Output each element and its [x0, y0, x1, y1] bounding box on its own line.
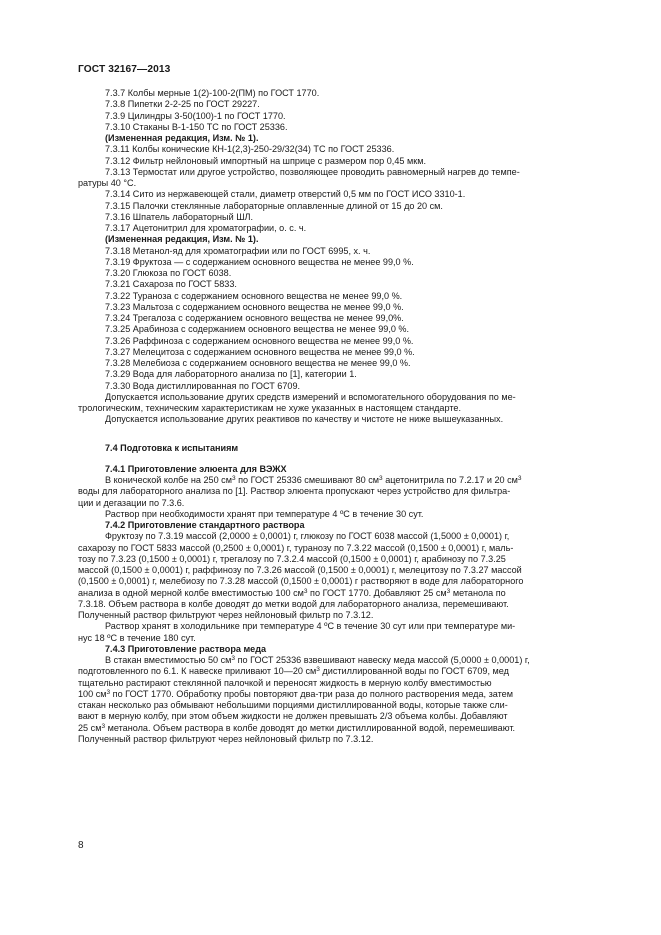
paragraph-line: 25 $см^3$ метанола. Объем раствора в колбе доводят до метки дистиллированной водой, перемешивают. — [78, 722, 516, 733]
list-item: 7.3.21 Сахароза по ГОСТ 5833. — [105, 279, 237, 290]
list-item: 7.3.13 Термостат или другое устройство, позволяющее проводить равномерный нагрев до темпе- — [105, 166, 520, 177]
list-item: 7.3.23 Мальтоза с содержанием основного вещества не менее 99,0 %. — [105, 301, 404, 312]
list-item: 7.3.24 Трегалоза с содержанием основного вещества не менее 99,0%. — [105, 313, 404, 323]
paragraph-line: анализа в одной мерной колбе вместимостью 100 $см^3$ по ГОСТ 1770. Добавляют 25 $см^3$ метанола по — [78, 587, 506, 598]
list-item: 7.3.18 Метанол-яд для хроматографии или по ГОСТ 6995, х. ч. — [105, 245, 371, 256]
paragraph-line: стакан несколько раз обмывают небольшими порциями дистиллированной воды, которые также сли- — [78, 700, 508, 710]
paragraph-line: вают в мерную колбу, при этом объем жидкости не должен превышать 2/3 объема колбы. Добавляют — [78, 711, 508, 722]
paragraph-line: 100 $см^3$ по ГОСТ 1770. Обработку пробы повторяют два-три раза до полного растворения меда, затем — [78, 688, 513, 699]
paragraph-line: Раствор хранят в холодильнике при температуре 4 ºС в течение 30 сут или при температуре ми- — [105, 621, 516, 632]
paragraph-line: В конической колбе на 250 $см^3$ по ГОСТ 25336 смешивают 80 $см^3$ ацетонитрила по 7.2.17 и 20 $см^3$ — [105, 475, 522, 485]
paragraph-line: тщательно растирают стеклянной палочкой и переносят жидкость в мерную колбу вместимостью — [78, 677, 492, 688]
paragraph-line: В стакан вместимостью 50 $см^3$ по ГОСТ 25336 взвешивают навеску меда массой (5,0000 ± 0,0001) г, — [105, 655, 530, 665]
paragraph-line: Полученный раствор фильтруют через нейлоновый фильтр по 7.3.12. — [78, 610, 374, 620]
list-item: 7.3.17 Ацетонитрил для хроматографии, о. с. ч. — [105, 223, 307, 233]
list-item: 7.3.30 Вода дистиллированная по ГОСТ 6709. — [105, 380, 301, 391]
paragraph-line: Раствор при необходимости хранят при температуре 4 ºС в течение 30 сут. — [105, 508, 424, 519]
document-header: ГОСТ 32167—2013 — [78, 64, 171, 75]
list-item-continuation: ратуры 40 °С. — [78, 178, 137, 188]
list-item: 7.3.27 Мелецитоза с содержанием основного вещества не менее 99,0 %. — [105, 346, 415, 357]
paragraph-line: массой (0,1500 ± 0,0001) г, раффинозу по 7.3.26 массой (0,1500 ± 0,0001) г, мелецитозу по 7.3.27 массой — [78, 565, 522, 575]
paragraph-line: трологическим, техническим характеристикам не хуже указанных в настоящем стандарте. — [78, 403, 461, 413]
paragraph-line: воды для лабораторного анализа по [1]. Раствор элюента пропускают через устройство для фильтра- — [78, 486, 511, 497]
paragraph-line: 7.3.18. Объем раствора в колбе доводят до метки водой для лабораторного анализа, перемешивают. — [78, 598, 509, 609]
list-item: 7.3.25 Арабиноза с содержанием основного вещества не менее 99,0 %. — [105, 324, 410, 335]
list-item: 7.3.9 Цилиндры 3-50(100)-1 по ГОСТ 1770. — [105, 110, 286, 121]
list-item: 7.3.22 Тураноза с содержанием основного вещества не менее 99,0 %. — [105, 290, 403, 301]
list-item: 7.3.28 Мелебиоза с содержанием основного вещества не менее 99,0 %. — [105, 358, 411, 368]
paragraph-line: Фруктозу по 7.3.19 массой (2,0000 ± 0,0001) г, глюкозу по ГОСТ 6038 массой (1,5000 ± 0,0001) г, — [105, 531, 510, 542]
subsection-heading: 7.4.2 Приготовление стандартного раствора — [105, 520, 305, 530]
list-item: 7.3.26 Раффиноза с содержанием основного вещества не менее 99,0 %. — [105, 335, 414, 346]
list-item: 7.3.15 Палочки стеклянные лабораторные оплавленные длиной от 15 до 20 см. — [105, 200, 443, 211]
list-item: 7.3.12 Фильтр нейлоновый импортный на шприце с размером пор 0,45 мкм. — [105, 155, 426, 166]
paragraph-line: Допускается использование других средств измерений и вспомогательного оборудования по ме- — [105, 391, 516, 402]
subsection-heading: 7.4.3 Приготовление раствора меда — [105, 643, 267, 654]
page-number: 8 — [78, 840, 84, 851]
change-note: (Измененная редакция, Изм. № 1). — [105, 133, 259, 143]
paragraph-line: тозу по 7.3.23 (0,1500 ± 0,0001) г, трегалозу по 7.3.2.4 массой (0,1500 ± 0,0001) г, арабинозу по 7.3.25 — [78, 553, 506, 564]
list-item: 7.3.19 Фруктоза — с содержанием основного вещества не менее 99,0 %. — [105, 256, 414, 267]
list-item: 7.3.10 Стаканы В-1-150 ТС по ГОСТ 25336. — [105, 121, 288, 132]
paragraph-line: (0,1500 ± 0,0001) г, мелебиозу по 7.3.28 массой (0,1500 ± 0,0001) г растворяют в воде для лабораторного — [78, 576, 524, 587]
list-item: 7.3.16 Шпатель лабораторный ШЛ. — [105, 211, 254, 222]
paragraph-line: подготовленного по 6.1. К навеске приливают 10—20 $см^3$ дистиллированной воды по ГОСТ 6709, мед — [78, 666, 509, 677]
paragraph-line: Полученный раствор фильтруют через нейлоновый фильтр по 7.3.12. — [78, 733, 374, 744]
list-item: 7.3.11 Колбы конические КН-1(2,3)-250-29/32(34) ТС по ГОСТ 25336. — [105, 144, 395, 155]
section-heading: 7.4 Подготовка к испытаниям — [105, 442, 239, 453]
change-note: (Измененная редакция, Изм. № 1). — [105, 234, 259, 245]
paragraph-line: сахарозу по ГОСТ 5833 массой (0,2500 ± 0,0001) г, туранозу по 7.3.22 массой (0,1500 ± 0,0001) г, маль- — [78, 542, 514, 553]
list-item: 7.3.7 Колбы мерные 1(2)-100-2(ПМ) по ГОСТ 1770. — [105, 88, 320, 98]
list-item: 7.3.29 Вода для лабораторного анализа по [1], категории 1. — [105, 369, 357, 380]
list-item: 7.3.14 Сито из нержавеющей стали, диаметр отверстий 0,5 мм по ГОСТ ИСО 3310-1. — [105, 189, 466, 200]
paragraph-line: ции и дегазации по 7.3.6. — [78, 497, 185, 508]
list-item: 7.3.20 Глюкоза по ГОСТ 6038. — [105, 268, 232, 278]
paragraph-line: нус 18 ºС в течение 180 сут. — [78, 632, 196, 643]
paragraph-line: Допускается использование других реактивов по качеству и чистоте не ниже вышеуказанных. — [105, 414, 504, 425]
list-item: 7.3.8 Пипетки 2-2-25 по ГОСТ 29227. — [105, 99, 260, 110]
document-body — [78, 88, 598, 745]
subsection-heading: 7.4.1 Приготовление элюента для ВЭЖХ — [105, 463, 287, 474]
